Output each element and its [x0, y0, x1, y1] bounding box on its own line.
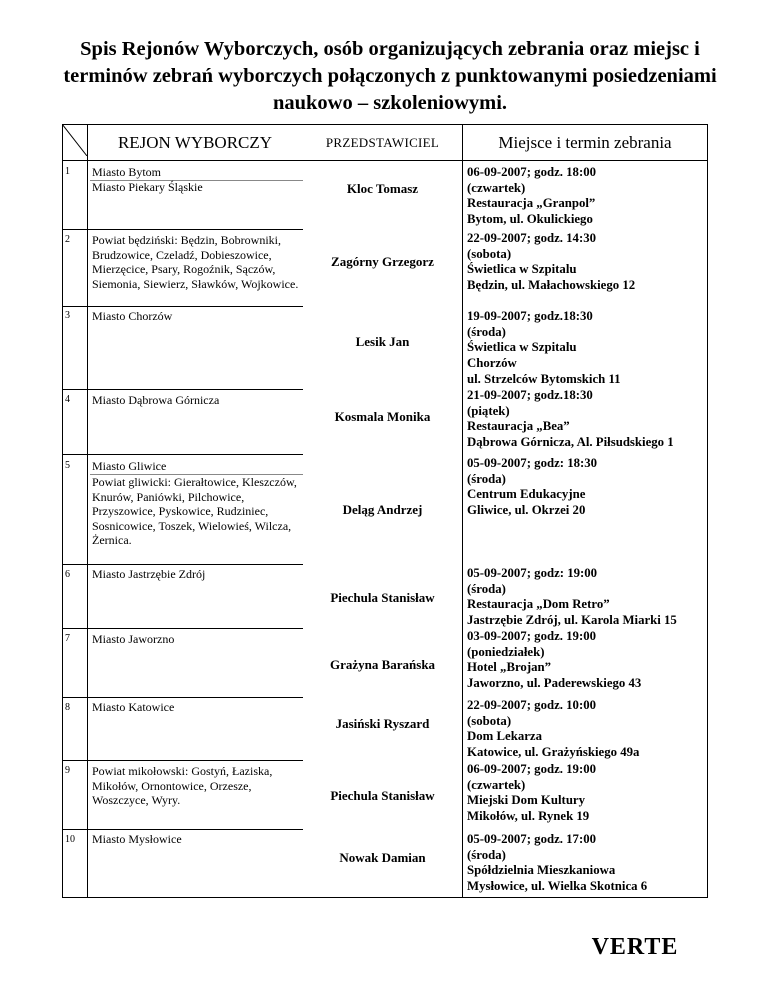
header-place-date: Miejsce i termin zebrania [498, 133, 672, 152]
page-title: Spis Rejonów Wyborczych, osób organizujących zebrania oraz miejsc i terminów zebrań wyborczych połączonych z punktowanymi posiedzeniami naukowo – szkoleniowymi. [63, 38, 717, 114]
row-number: 5 [65, 460, 70, 471]
row-number: 1 [65, 166, 70, 177]
meeting-info: 03-09-2007; godz. 19:00 (poniedziałek) Hotel „Brojan” Jaworzno, ul. Paderewskiego 43 [467, 629, 642, 691]
representative-name: Zagórny Grzegorz [331, 254, 434, 269]
meeting-info: 21-09-2007; godz.18:30 (piątek) Restauracja „Bea” Dąbrowa Górnicza, Al. Piłsudskiego 1 [467, 388, 674, 450]
representative-name: Kosmala Monika [334, 409, 431, 424]
meeting-info: 06-09-2007; godz. 19:00 (czwartek) Miejski Dom Kultury Mikołów, ul. Rynek 19 [467, 762, 597, 824]
region-name: Miasto Katowice [92, 700, 175, 714]
meeting-info: 05-09-2007; godz. 17:00 (środa) Spółdzielnia Mieszkaniowa Mysłowice, ul. Wielka Skotnica 6 [467, 832, 648, 894]
header-region: REJON WYBORCZY [117, 133, 273, 152]
region-name: Miasto Bytom [92, 165, 162, 179]
region-name: Miasto Dąbrowa Górnicza [92, 393, 220, 407]
meeting-info: 22-09-2007; godz. 10:00 (sobota) Dom Lekarza Katowice, ul. Grażyńskiego 49a [467, 698, 640, 760]
row-number: 9 [65, 765, 70, 776]
region-name: Powiat będziński: Będzin, Bobrowniki, Brudzowice, Czeladź, Dobieszowice, Mierzęcice, Psary, Rogoźnik, Sączów, Siemonia, Siewierz, Sławków, Wojkowice. [92, 233, 299, 291]
row-number: 4 [65, 394, 70, 405]
representative-name: Jasiński Ryszard [335, 716, 430, 731]
header-diagonal [62, 124, 87, 156]
row-number: 6 [65, 569, 70, 580]
header-representative: PRZEDSTAWICIEL [325, 135, 440, 150]
row-number: 3 [65, 310, 70, 321]
meeting-info: 22-09-2007; godz. 14:30 (sobota) Świetlica w Szpitalu Będzin, ul. Małachowskiego 12 [467, 231, 636, 293]
region-name: Miasto Mysłowice [92, 832, 182, 846]
meeting-info: 06-09-2007; godz. 18:00 (czwartek) Restauracja „Granpol” Bytom, ul. Okulickiego [467, 165, 597, 227]
region-name: Miasto Gliwice [92, 459, 167, 473]
representative-name: Piechula Stanisław [330, 788, 435, 803]
region-name: Miasto Jastrzębie Zdrój [92, 567, 206, 581]
representative-name: Nowak Damian [339, 850, 426, 865]
meeting-info: 05-09-2007; godz: 18:30 (środa) Centrum Edukacyjne Gliwice, ul. Okrzei 20 [467, 456, 598, 518]
row-number: 2 [65, 234, 70, 245]
representative-name: Lesik Jan [355, 334, 410, 349]
representative-name: Grażyna Barańska [329, 657, 436, 672]
region-name: Miasto Piekary Śląskie [92, 180, 203, 194]
representative-name: Deląg Andrzej [342, 502, 423, 517]
verte-label: VERTE [591, 934, 679, 960]
meeting-info: 19-09-2007; godz.18:30 (środa) Świetlica w Szpitalu Chorzów ul. Strzelców Bytomskich 11 [467, 309, 621, 386]
region-name: Powiat gliwicki: Gierałtowice, Kleszczów, Knurów, Paniówki, Pilchowice, Przyszowice, Pyskowice, Rudziniec, Sosnicowice, Toszek, Wielowieś, Wilcza, Żernica. [92, 475, 297, 547]
row-number: 8 [65, 702, 70, 713]
region-name: Miasto Chorzów [92, 309, 173, 323]
meeting-info: 05-09-2007; godz: 19:00 (środa) Restauracja „Dom Retro” Jastrzębie Zdrój, ul. Karola Miarki 15 [467, 566, 677, 628]
row-number: 10 [65, 834, 75, 845]
representative-name: Kloc Tomasz [346, 181, 419, 196]
region-name: Powiat mikołowski: Gostyń, Łaziska, Mikołów, Ornontowice, Orzesze, Woszczyce, Wyry. [92, 764, 273, 807]
region-name: Miasto Jaworzno [92, 632, 175, 646]
row-number: 7 [65, 633, 70, 644]
representative-name: Piechula Stanisław [330, 590, 435, 605]
